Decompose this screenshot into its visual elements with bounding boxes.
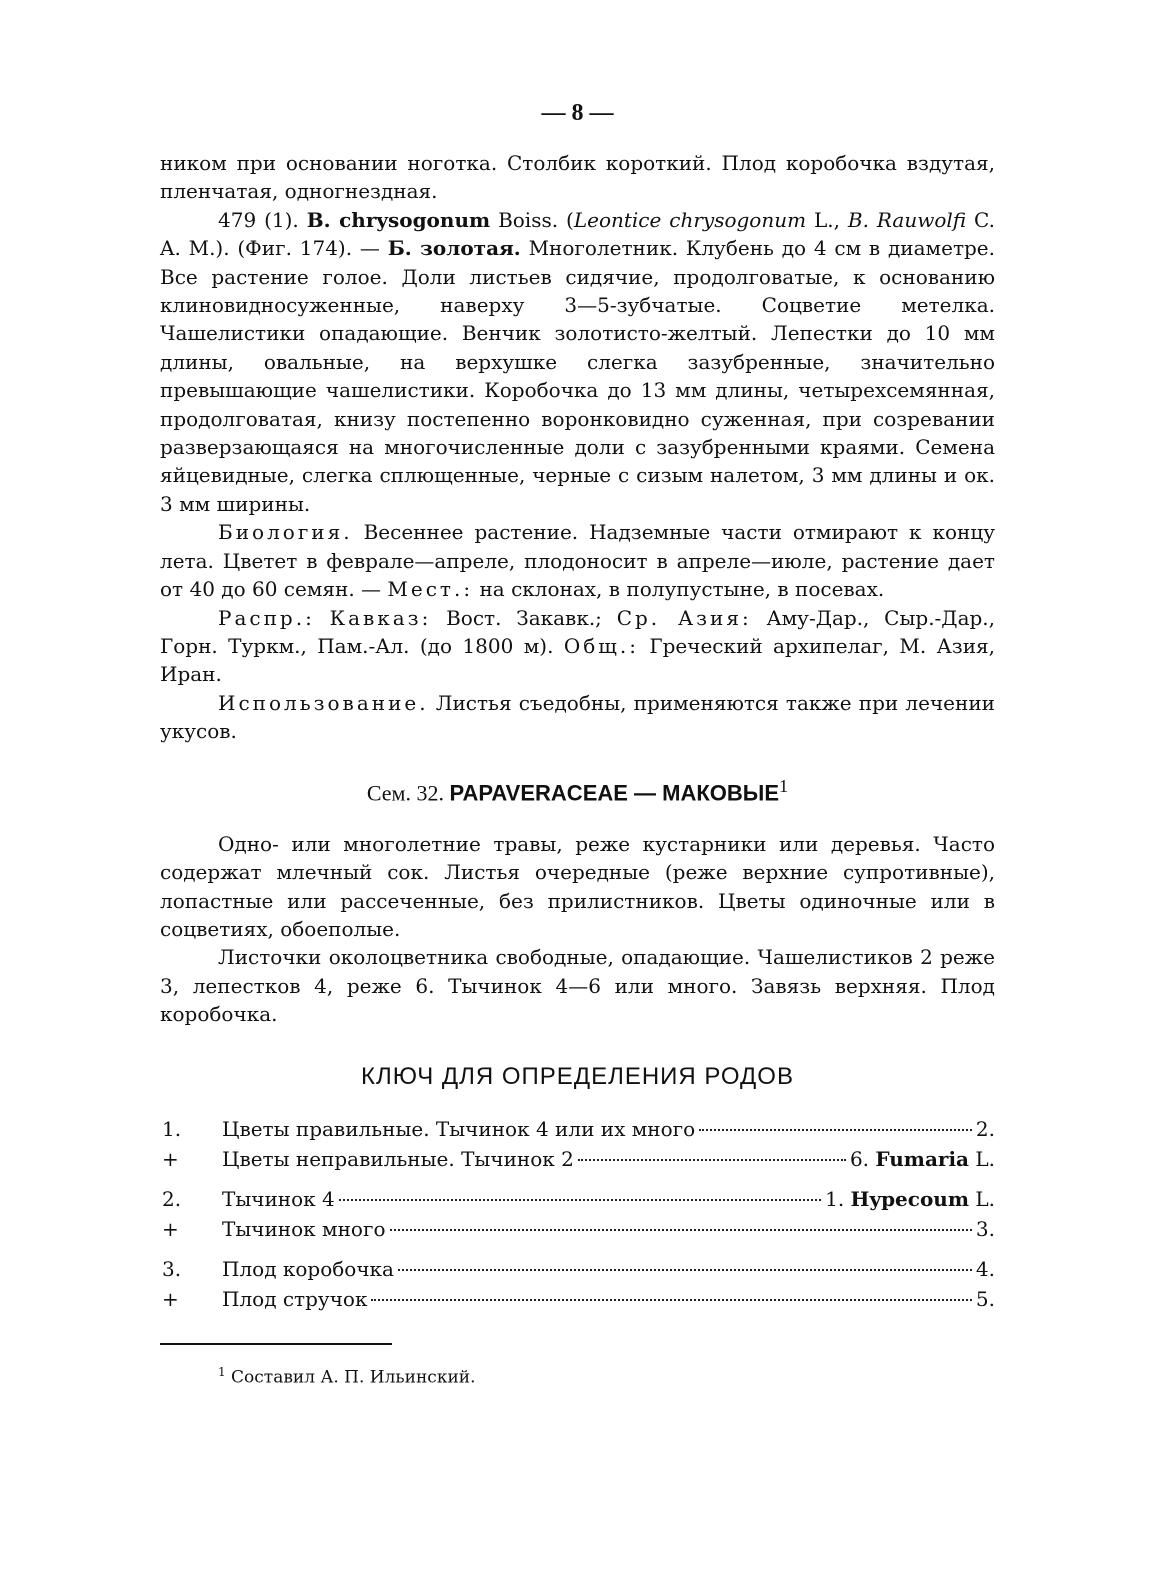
biology-text: Весеннее растение. Надземные части отмирают к концу лета. Цветет в феврале—апреле, плодоносит в апреле—июле, растение дает от 40 до 60 семян. — (160, 520, 996, 602)
leader-dots (339, 1199, 821, 1201)
synonym-1-author: L., (814, 207, 840, 232)
family-name: PAPAVERACEAE — МАКОВЫЕ (449, 779, 780, 805)
key-result (976, 1117, 995, 1141)
key-text: Цветы правильные. Тычинок 4 или их много (222, 1116, 696, 1141)
species-number: 479 (1). (218, 207, 299, 232)
distribution-paragraph (160, 604, 995, 689)
key-row (160, 1147, 995, 1177)
key-result-genus: Fumaria (875, 1146, 969, 1171)
key-row (160, 1187, 995, 1217)
key-result-number: 2. (975, 1116, 995, 1141)
footnote (160, 1365, 995, 1388)
key-number: 1. (162, 1116, 182, 1141)
habitat-label: Мест.: (387, 577, 474, 602)
syn-open: ( (566, 207, 574, 232)
key-text: Плод коробочка (222, 1256, 394, 1281)
leader-dots (390, 1229, 972, 1231)
key-text: Тычинок много (222, 1216, 386, 1241)
distribution-label: Распр.: (218, 605, 315, 630)
usage-paragraph (160, 689, 995, 746)
leader-dots (398, 1269, 972, 1271)
family-heading (160, 776, 995, 806)
region-2: Аму-Дар., Сыр.-Дар., Горн. Туркм., Пам.-Ал. (до 1800 м). (160, 605, 996, 658)
key-result (976, 1257, 995, 1281)
key-result-number: 1. (825, 1186, 845, 1211)
region-1: Вост. Закавк.; (446, 605, 602, 630)
key-result-author: L. (975, 1186, 995, 1211)
russian-name: Б. золотая. (387, 236, 521, 261)
footnote-mark: 1 (218, 1364, 226, 1379)
key-number: + (162, 1286, 179, 1311)
family-prefix: Сем. 32. (366, 779, 444, 805)
key-row (160, 1117, 995, 1147)
usage-label: Использование. (218, 690, 429, 715)
general-distribution: Греческий архипелаг, М. Азия, Иран. (160, 633, 995, 687)
region-1-label: Кавказ: (329, 605, 432, 630)
key-result-number: 3. (975, 1216, 995, 1241)
key-title: КЛЮЧ ДЛЯ ОПРЕДЕЛЕНИЯ РОДОВ (361, 1062, 794, 1090)
key-number: + (162, 1216, 179, 1241)
key-result-number: 6. (849, 1146, 870, 1171)
species-author: Boiss. (498, 207, 559, 232)
biology-paragraph (160, 518, 995, 603)
key-text: Плод стручок (222, 1286, 368, 1311)
key-text: Тычинок 4 (222, 1186, 335, 1211)
intro-paragraph: ником при основании ноготка. Столбик короткий. Плод коробочка вздутая, пленчатая, одногнездная. (160, 151, 995, 204)
species-name: B. chrysogonum (306, 207, 491, 232)
family-description-2: Листочки околоцветника свободные, опадающие. Чашелистиков 2 реже 3, лепестков 4, реже 6. Тычинок 4—6 или много. Завязь верхняя. Плод коробочка. (160, 945, 995, 1027)
general-label: Общ.: (563, 633, 639, 658)
habitat-text: на склонах, в полупустыне, в посевах. (479, 577, 885, 602)
key-result-genus: Hypecoum (850, 1186, 969, 1211)
key-result (825, 1187, 995, 1211)
footnote-text: Составил А. П. Ильинский. (231, 1367, 476, 1388)
species-description: Многолетник. Клубень до 4 см в диаметре. Все растение голое. Доли листьев сидячие, продолговатые, к основанию клиновидносуженные, наверху 3—5-зубчатые. Соцветие метелка. Чашелистики опадающие. Венчик золотисто-желтый. Лепестки до 10 мм длины, овальные, на верхушке слегка зазубренные, значительно превышающие чашелистики. Коробочка до 13 мм длины, четырехсемянная, продолговатая, книзу постепенно воронковидно суженная, при созревании разверзающаяся на многочисленные доли с зазубренными краями. Семена яйцевидные, слегка сплющенные, черные с сизым налетом, 3 мм длины и ок. 3 мм ширины. (160, 236, 995, 516)
family-footnote-mark: 1 (779, 775, 789, 796)
page-number: — 8 — (541, 100, 614, 126)
synonym-2: B. Rauwolfi (847, 207, 967, 232)
page (160, 100, 995, 1387)
key-result (976, 1287, 995, 1311)
key-row (160, 1287, 995, 1317)
synonym-2-author: C. A. M.). (Фиг. 174). — (160, 207, 995, 261)
key-result (976, 1217, 995, 1241)
usage-text: Листья съедобны, применяются также при лечении укусов. (160, 690, 996, 744)
key-number: 2. (162, 1186, 182, 1211)
biology-label: Биология. (218, 520, 353, 545)
key-text: Цветы неправильные. Тычинок 2 (222, 1146, 574, 1171)
key-row (160, 1217, 995, 1247)
identification-key (160, 1117, 995, 1317)
key-row (160, 1257, 995, 1287)
key-number: + (162, 1146, 179, 1171)
species-paragraph (160, 206, 995, 518)
leader-dots (578, 1159, 846, 1161)
region-2-label: Ср. Азия: (616, 605, 752, 630)
synonym-1: Leontice chrysogonum (573, 207, 807, 232)
leader-dots (699, 1129, 972, 1131)
key-number: 3. (162, 1256, 182, 1281)
key-result-number: 4. (975, 1256, 995, 1281)
family-description-1: Одно- или многолетние травы, реже кустарники или деревья. Часто содержат млечный сок. Листья очередные (реже верхние супротивные), лопастные или рассеченные, без прилистников. Цветы одиночные или в соцветиях, обоеполые. (160, 831, 995, 942)
leader-dots (371, 1299, 971, 1301)
key-result (850, 1147, 995, 1171)
footnote-divider (160, 1343, 392, 1345)
key-result-number: 5. (975, 1286, 995, 1311)
key-result-author: L. (975, 1146, 995, 1171)
